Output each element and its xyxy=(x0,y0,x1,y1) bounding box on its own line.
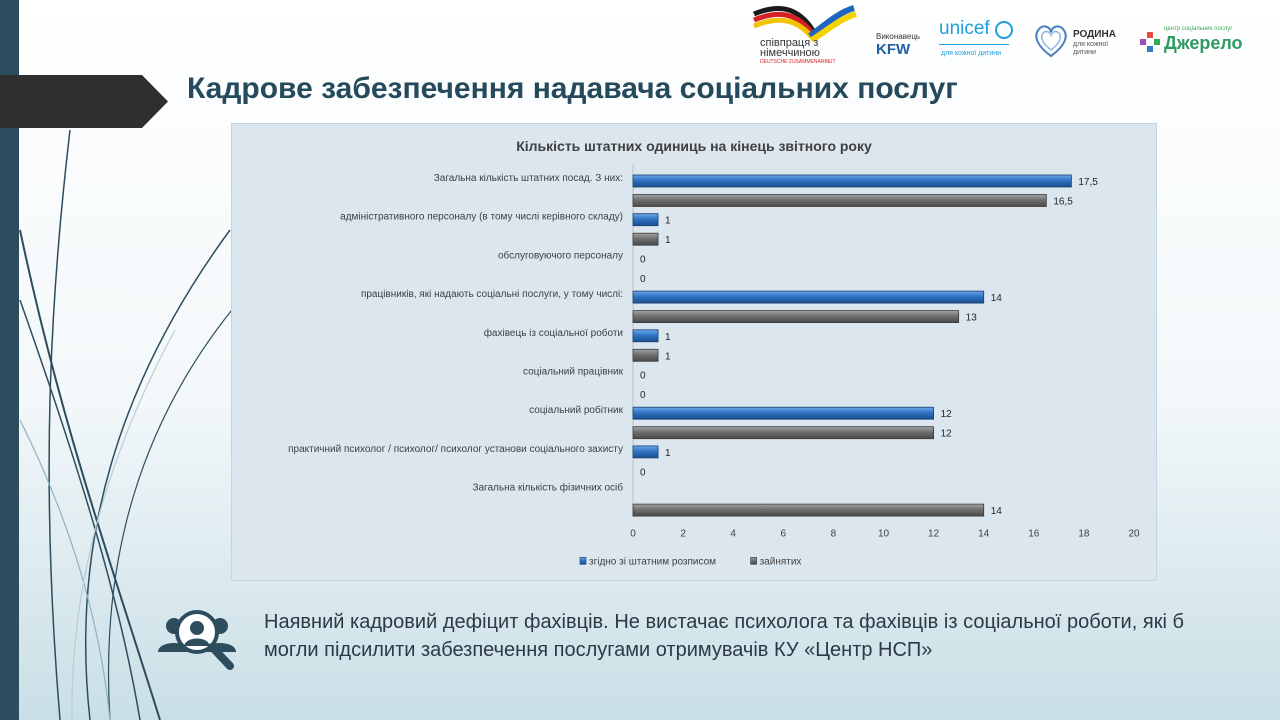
data-label: 1 xyxy=(665,331,671,343)
heart-icon xyxy=(1033,22,1069,60)
category-label: Загальна кількість фізичних осіб xyxy=(472,482,623,494)
x-tick-label: 8 xyxy=(830,528,837,540)
x-tick-label: 18 xyxy=(1078,528,1090,540)
bar-occupied xyxy=(633,233,658,245)
deficit-note: Наявний кадровий дефіцит фахівців. Не вистачає психолога та фахівців із соціальної роботи, які б могли підсилити забезпечення послугами отримувачів КУ «Центр НСП» xyxy=(264,611,1184,661)
data-label: 0 xyxy=(640,370,646,382)
bar-occupied xyxy=(633,195,1046,207)
bar-occupied xyxy=(633,311,959,323)
germany-line2: німеччиною xyxy=(760,47,820,59)
flower-icon xyxy=(1140,32,1160,52)
category-label: фахівець із соціальної роботи xyxy=(483,327,623,339)
data-label: 12 xyxy=(940,428,952,440)
title-arrow-shape xyxy=(0,75,168,128)
x-tick-label: 14 xyxy=(978,528,990,540)
data-label: 1 xyxy=(665,215,671,227)
x-tick-label: 16 xyxy=(1028,528,1040,540)
kfw-logo xyxy=(876,2,926,66)
legend-swatch xyxy=(580,557,586,564)
page-title: Кадрове забезпечення надавача соціальних послуг xyxy=(187,72,958,105)
x-tick-label: 20 xyxy=(1128,528,1140,540)
category-label: обслуговуючого персоналу xyxy=(497,250,623,262)
dzherelo-caption: центр соціальних послуг xyxy=(1164,26,1233,32)
bar-planned xyxy=(633,291,984,303)
category-label: соціальний працівник xyxy=(523,366,623,378)
data-label: 17,5 xyxy=(1078,177,1098,188)
germany-line1: співпраця з xyxy=(760,37,819,49)
data-label: 12 xyxy=(940,409,952,421)
bar-planned xyxy=(633,214,658,226)
bar-occupied xyxy=(633,427,934,439)
people-search-icon xyxy=(152,606,242,672)
unicef-name: unicef xyxy=(939,18,990,39)
category-label: працівників, які надають соціальні послуги, у тому числі: xyxy=(360,289,623,301)
x-tick-label: 4 xyxy=(730,528,736,540)
x-tick-label: 6 xyxy=(780,528,787,540)
bar-planned xyxy=(633,330,658,342)
data-label: 14 xyxy=(990,293,1002,305)
data-label: 0 xyxy=(640,254,646,266)
category-label: практичний психолог / психолог/ психолог установи соціального захисту xyxy=(288,443,623,455)
kfw-caption: Виконавець xyxy=(876,32,921,41)
data-label: 1 xyxy=(665,447,671,459)
data-label: 0 xyxy=(640,273,646,285)
category-label: соціальний робітник xyxy=(529,405,623,417)
germany-line3: DEUTSCHE ZUSAMMENARBEIT xyxy=(760,59,836,65)
bar-occupied xyxy=(633,349,658,361)
rodyna-logo xyxy=(1033,2,1123,66)
unicef-subtitle: для кожної дитини xyxy=(941,50,1002,57)
data-label: 16,5 xyxy=(1053,196,1073,208)
bar-planned xyxy=(633,175,1071,187)
dzherelo-logo xyxy=(1140,2,1260,66)
legend-label: зайнятих xyxy=(759,556,802,568)
bar-planned xyxy=(633,446,658,458)
dzherelo-name: Джерело xyxy=(1164,33,1243,53)
category-label: Загальна кількість штатних посад. З них: xyxy=(433,173,623,184)
category-label: адміністративного персоналу (в тому числі керівного складу) xyxy=(340,211,623,223)
legend-label: згідно зі штатним розписом xyxy=(589,556,717,568)
rodyna-name: РОДИНА xyxy=(1073,29,1116,40)
bar-occupied xyxy=(633,504,984,516)
chart-container xyxy=(231,123,1157,581)
rodyna-sub1: для кожної xyxy=(1073,41,1109,48)
germany-cooperation-logo xyxy=(748,2,860,66)
data-label: 0 xyxy=(640,467,646,479)
unicef-logo xyxy=(939,2,1019,66)
data-label: 14 xyxy=(990,506,1002,518)
rodyna-sub2: дитини xyxy=(1073,49,1096,56)
x-tick-label: 12 xyxy=(928,528,940,540)
chart-title: Кількість штатних одиниць на кінець звітного року xyxy=(516,138,872,154)
legend-swatch xyxy=(751,557,757,564)
x-tick-label: 2 xyxy=(680,528,686,540)
x-tick-label: 0 xyxy=(630,528,636,540)
data-label: 13 xyxy=(965,312,977,324)
x-tick-label: 10 xyxy=(877,528,890,540)
kfw-name: KFW xyxy=(876,41,911,58)
data-label: 0 xyxy=(640,390,646,401)
globe-icon xyxy=(995,21,1013,39)
flags-swoosh-icon xyxy=(748,2,860,42)
data-label: 1 xyxy=(665,351,671,363)
bar-planned xyxy=(633,407,934,419)
partner-logos xyxy=(748,2,1268,66)
bar-chart xyxy=(232,124,1156,580)
data-label: 1 xyxy=(665,235,671,247)
